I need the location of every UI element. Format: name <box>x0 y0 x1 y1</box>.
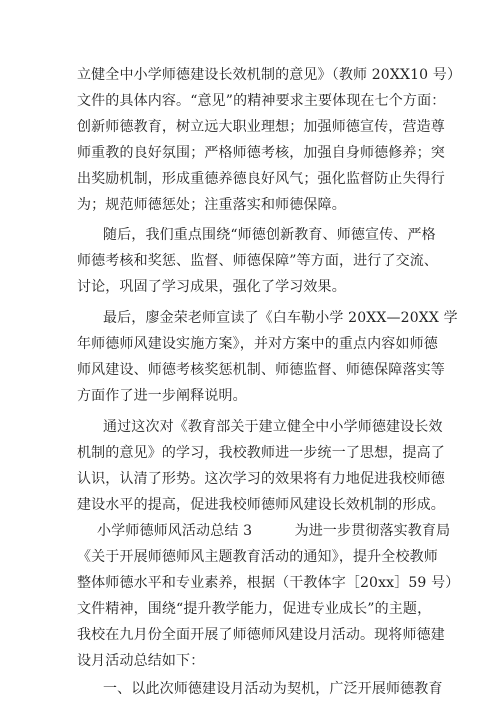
text-line: 机制的意见》的学习，我校教师进一步统一了思想，提高了 <box>77 445 445 461</box>
text-line: 创新师德教育，树立远大职业理想；加强师德宣传，营造尊 <box>77 119 445 135</box>
text-line: 为；规范师德惩处；注重落实和师德保障。 <box>77 197 346 213</box>
paragraph-first-line: 最后，廖金荣老师宣读了《白车勒小学 20XX—20XX 学 <box>103 310 458 326</box>
paragraph-first-line: 通过这次对《教育部关于建立健全中小学师德建设长效 <box>103 419 443 435</box>
list-item-heading: 一、以此次师德建设月活动为契机，广泛开展师德教育 <box>103 681 443 697</box>
text-line: 讨论，巩固了学习成果，强化了学习效果。 <box>77 279 346 295</box>
text-line: 立健全中小学师德建设长效机制的意见》（教师 20XX10 号） <box>77 67 462 83</box>
text-line: 年师德师风建设实施方案》，并对方案中的重点内容如师德 <box>77 336 438 352</box>
text-line: 出奖励机制，形成重德养德良好风气；强化监督防止失得行 <box>77 171 445 187</box>
text-line: 《关于开展师德师风主题教育活动的通知》，提升全校教师 <box>77 549 438 565</box>
text-line: 师风建设、师德考核奖惩机制、师德监督、师德保障落实等 <box>77 362 445 378</box>
section-heading-line: 小学师德师风活动总结 3 为进一步贯彻落实教育局 <box>97 523 451 539</box>
text-line: 我校在九月份全面开展了师德师风建设月活动。现将师德建 <box>77 627 445 643</box>
text-line: 整体师德水平和专业素养，根据（干教体字［20xx］59 号） <box>77 575 460 591</box>
text-line: 师德考核和奖惩、监督、师德保障”等方面，进行了交流、 <box>77 253 439 269</box>
text-line: 方面作了进一步阐释说明。 <box>77 388 247 404</box>
paragraph-first-line: 随后，我们重点围绕“师德创新教育、师德宣传、严格 <box>103 227 436 243</box>
text-line: 建设水平的提高，促进我校师德师风建设长效机制的形成。 <box>77 497 445 513</box>
text-line: 设月活动总结如下： <box>77 653 205 669</box>
text-line: 文件精神，围绕“提升教学能力，促进专业成长”的主题， <box>77 601 432 617</box>
text-line: 认识，认清了形势。这次学习的效果将有力地促进我校师德 <box>77 471 445 487</box>
text-line: 师重教的良好氛围；严格师德考核，加强自身师德修养；突 <box>77 145 445 161</box>
text-line: 文件的具体内容。“意见”的精神要求主要体现在七个方面： <box>77 93 446 109</box>
